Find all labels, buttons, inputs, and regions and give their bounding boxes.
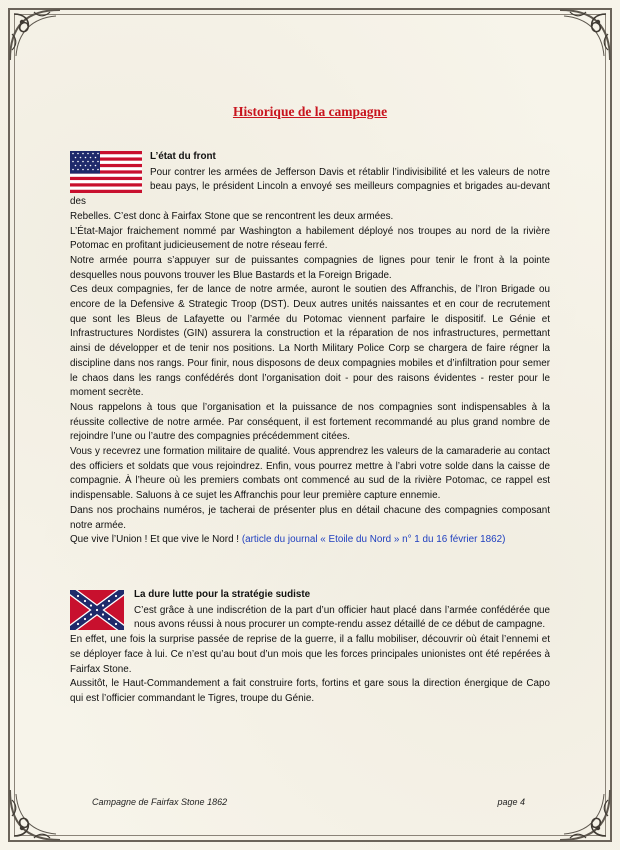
- section-heading: L’état du front: [150, 151, 216, 162]
- section-heading: La dure lutte pour la stratégie sudiste: [134, 589, 311, 600]
- paragraph: Nous rappelons à tous que l’organisation et la puissance de nos compagnies sont indispensables à la réussite collective de notre armée. Par conséquent, il est fortement recommandé au plus grand nombre de rejoindre l’une ou l’autre des compagnies précédemment citées.: [70, 401, 550, 443]
- corner-ornament-icon: [556, 6, 614, 64]
- paragraph: Ces deux compagnies, fer de lance de notre armée, auront le soutien des Affranchis, de l’Iron Brigade ou encore de la Defensive & Strategic Troop (DST). Deux autres unités naissantes et en cour de recrutement que sont les Bleus de Lafayette ou l’armée du Potomac viennent parfaire le dispositif. Le Génie et Infrastructures Nordistes (GIN) assurera la construction et la réparation de nos infrastructures, permettant ainsi de développer et de tenir nos positions. La North Military Police Corp se chargera de faire régner la discipline dans nos rangs. Pour finir, nous disposons de deux compagnies mobiles et d’infiltration pour semer le chaos dans les rangs confédérés dont l’organisation doit - pour des raisons évidentes - rester pour le moment secrète.: [70, 284, 550, 399]
- paragraph: Dans nos prochains numéros, je tacherai de présenter plus en détail chacune des compagnies composant notre armée.: [70, 504, 550, 531]
- page-title: Historique de la campagne: [232, 104, 388, 119]
- closing-line: [70, 533, 550, 548]
- paragraph: En effet, une fois la surprise passée de reprise de la guerre, il a fallu mobiliser, découvrir où était l’ennemi et se déployer face à lui. Ce n’est qu’au bout d’un mois que les forces principales unionistes ont été repérées à Fairfax Stone.: [70, 634, 550, 675]
- paragraph: Notre armée pourra s’appuyer sur de puissantes compagnies de lignes pour tenir le front à la pointe desquelles nous pouvons trouver les Blue Bastards et la Foreign Brigade.: [70, 254, 550, 281]
- footer-campaign-name: Campagne de Fairfax Stone 1862: [92, 797, 228, 807]
- paragraph: Vous y recevrez une formation militaire de qualité. Vous apprendrez les valeurs de la camaraderie au contact des officiers et soldats que vous rejoindrez. Enfin, vous pourrez mettre à l’abri votre solde dans la caisse de compagnie. À l’heure où les premiers combats ont commencé au sud de la rivière Potomac, ce rappel est indispensable. Saluons à ce sujet les Affranchis pour leur première capture ennemie.: [70, 446, 550, 502]
- paragraph: Rebelles. C’est donc à Fairfax Stone que se rencontrent les deux armées.: [70, 210, 394, 222]
- paragraph: L’État-Major fraichement nommé par Washington a habilement déployé nos troupes au nord de la rivière Potomac en profitant judicieusement de notre réseau ferré.: [70, 225, 550, 252]
- confederate-flag-icon: [70, 590, 124, 630]
- section-front-status: [70, 150, 550, 548]
- paragraph: C’est grâce à une indiscrétion de la part d’un officier haut placé dans l’armée confédérée que nous avons réussi à nous procurer un compte-rendu assez détaillé de ce début de campagne.: [134, 604, 550, 631]
- paragraph: Aussitôt, le Haut-Commandement a fait construire forts, fortins et gare sous la direction énergique de Capo qui est l’officier commandant le Tigres, troupe du Génie.: [70, 678, 550, 704]
- corner-ornament-icon: [6, 6, 64, 64]
- paragraph: Pour contrer les armées de Jefferson Davis et rétablir l’indivisibilité et les valeurs de notre beau pays, le président Lincoln a envoyé ses meilleurs compagnies et brigades au-devant des: [70, 166, 550, 208]
- article-citation: (article du journal « Etoile du Nord » n° 1 du 16 février 1862): [241, 534, 506, 546]
- section-southern-strategy: [70, 588, 550, 707]
- corner-ornament-icon: [556, 786, 614, 844]
- us-flag-icon: [70, 151, 142, 193]
- footer-page-number: page 4: [497, 797, 525, 807]
- corner-ornament-icon: [6, 786, 64, 844]
- closing-text: Que vive l’Union ! Et que vive le Nord !: [70, 534, 240, 546]
